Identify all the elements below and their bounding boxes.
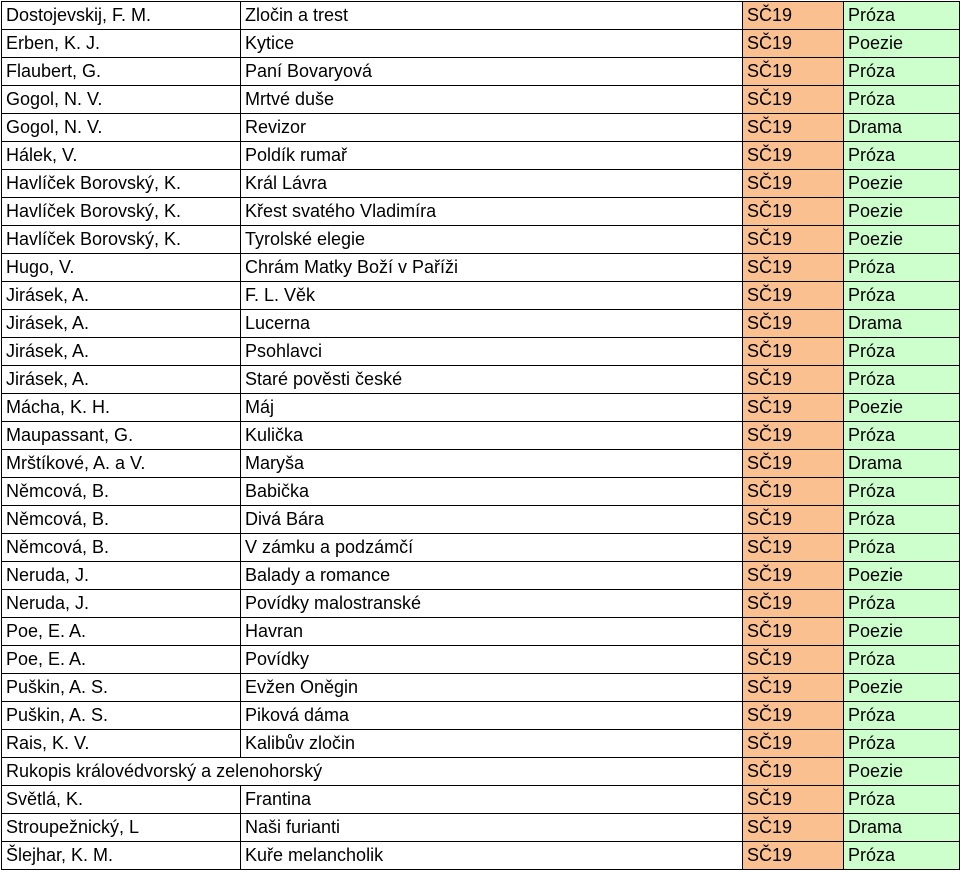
table-row bbox=[2, 30, 960, 58]
genre-cell: Próza bbox=[844, 254, 960, 282]
code-cell: SČ19 bbox=[743, 422, 844, 450]
code-cell: SČ19 bbox=[743, 646, 844, 674]
table-row bbox=[2, 674, 960, 702]
title-cell: Maryša bbox=[241, 450, 743, 478]
author-cell: Poe, E. A. bbox=[2, 618, 241, 646]
table-row bbox=[2, 478, 960, 506]
table-row bbox=[2, 226, 960, 254]
table-row bbox=[2, 702, 960, 730]
genre-cell: Poezie bbox=[844, 198, 960, 226]
author-cell: Světlá, K. bbox=[2, 786, 241, 814]
author-cell: Jirásek, A. bbox=[2, 282, 241, 310]
table-row bbox=[2, 506, 960, 534]
genre-cell: Próza bbox=[844, 142, 960, 170]
table-row bbox=[2, 450, 960, 478]
genre-cell: Próza bbox=[844, 282, 960, 310]
table-row bbox=[2, 758, 960, 786]
code-cell: SČ19 bbox=[743, 562, 844, 590]
code-cell: SČ19 bbox=[743, 758, 844, 786]
title-cell: Babička bbox=[241, 478, 743, 506]
table-row bbox=[2, 2, 960, 30]
table-row bbox=[2, 394, 960, 422]
author-cell: Stroupežnický, L bbox=[2, 814, 241, 842]
title-cell: Kulička bbox=[241, 422, 743, 450]
table-row bbox=[2, 198, 960, 226]
title-cell: Frantina bbox=[241, 786, 743, 814]
title-cell: Chrám Matky Boží v Paříži bbox=[241, 254, 743, 282]
title-cell: Kytice bbox=[241, 30, 743, 58]
genre-cell: Próza bbox=[844, 338, 960, 366]
title-cell: Máj bbox=[241, 394, 743, 422]
title-cell: Lucerna bbox=[241, 310, 743, 338]
genre-cell: Poezie bbox=[844, 170, 960, 198]
genre-cell: Próza bbox=[844, 646, 960, 674]
title-cell: Poldík rumař bbox=[241, 142, 743, 170]
author-cell: Erben, K. J. bbox=[2, 30, 241, 58]
title-cell: V zámku a podzámčí bbox=[241, 534, 743, 562]
genre-cell: Drama bbox=[844, 450, 960, 478]
code-cell: SČ19 bbox=[743, 282, 844, 310]
genre-cell: Poezie bbox=[844, 618, 960, 646]
author-cell: Hugo, V. bbox=[2, 254, 241, 282]
code-cell: SČ19 bbox=[743, 450, 844, 478]
genre-cell: Próza bbox=[844, 590, 960, 618]
code-cell: SČ19 bbox=[743, 674, 844, 702]
author-cell: Němcová, B. bbox=[2, 506, 241, 534]
author-cell: Maupassant, G. bbox=[2, 422, 241, 450]
table-row bbox=[2, 646, 960, 674]
author-cell: Jirásek, A. bbox=[2, 310, 241, 338]
genre-cell: Próza bbox=[844, 702, 960, 730]
table-row bbox=[2, 86, 960, 114]
code-cell: SČ19 bbox=[743, 338, 844, 366]
author-cell: Jirásek, A. bbox=[2, 338, 241, 366]
code-cell: SČ19 bbox=[743, 534, 844, 562]
title-cell: Havran bbox=[241, 618, 743, 646]
code-cell: SČ19 bbox=[743, 142, 844, 170]
author-cell: Poe, E. A. bbox=[2, 646, 241, 674]
code-cell: SČ19 bbox=[743, 2, 844, 30]
code-cell: SČ19 bbox=[743, 394, 844, 422]
title-cell: Revizor bbox=[241, 114, 743, 142]
title-cell: Balady a romance bbox=[241, 562, 743, 590]
reading-list-table bbox=[1, 1, 960, 870]
title-cell: Povídky bbox=[241, 646, 743, 674]
genre-cell: Poezie bbox=[844, 758, 960, 786]
author-cell: Dostojevskij, F. M. bbox=[2, 2, 241, 30]
author-cell: Havlíček Borovský, K. bbox=[2, 226, 241, 254]
code-cell: SČ19 bbox=[743, 478, 844, 506]
title-cell: Tyrolské elegie bbox=[241, 226, 743, 254]
author-cell: Neruda, J. bbox=[2, 562, 241, 590]
code-cell: SČ19 bbox=[743, 814, 844, 842]
code-cell: SČ19 bbox=[743, 86, 844, 114]
title-cell: Piková dáma bbox=[241, 702, 743, 730]
code-cell: SČ19 bbox=[743, 506, 844, 534]
genre-cell: Próza bbox=[844, 366, 960, 394]
title-cell: Král Lávra bbox=[241, 170, 743, 198]
genre-cell: Próza bbox=[844, 422, 960, 450]
author-cell: Havlíček Borovský, K. bbox=[2, 198, 241, 226]
title-cell: F. L. Věk bbox=[241, 282, 743, 310]
genre-cell: Drama bbox=[844, 310, 960, 338]
table-row bbox=[2, 786, 960, 814]
author-cell: Jirásek, A. bbox=[2, 366, 241, 394]
author-cell: Flaubert, G. bbox=[2, 58, 241, 86]
table-row bbox=[2, 562, 960, 590]
genre-cell: Próza bbox=[844, 506, 960, 534]
author-cell: Hálek, V. bbox=[2, 142, 241, 170]
genre-cell: Poezie bbox=[844, 30, 960, 58]
author-cell: Šlejhar, K. M. bbox=[2, 842, 241, 870]
code-cell: SČ19 bbox=[743, 618, 844, 646]
title-cell: Psohlavci bbox=[241, 338, 743, 366]
table-row bbox=[2, 366, 960, 394]
author-cell: Mrštíkové, A. a V. bbox=[2, 450, 241, 478]
title-cell: Kalibův zločin bbox=[241, 730, 743, 758]
author-cell: Puškin, A. S. bbox=[2, 702, 241, 730]
table-row bbox=[2, 422, 960, 450]
table-row bbox=[2, 114, 960, 142]
code-cell: SČ19 bbox=[743, 366, 844, 394]
table-row bbox=[2, 730, 960, 758]
table-row bbox=[2, 310, 960, 338]
genre-cell: Poezie bbox=[844, 562, 960, 590]
code-cell: SČ19 bbox=[743, 254, 844, 282]
author-cell: Neruda, J. bbox=[2, 590, 241, 618]
table-row bbox=[2, 590, 960, 618]
author-cell: Havlíček Borovský, K. bbox=[2, 170, 241, 198]
title-cell: Mrtvé duše bbox=[241, 86, 743, 114]
genre-cell: Drama bbox=[844, 114, 960, 142]
title-cell: Křest svatého Vladimíra bbox=[241, 198, 743, 226]
code-cell: SČ19 bbox=[743, 198, 844, 226]
code-cell: SČ19 bbox=[743, 58, 844, 86]
author-cell: Mácha, K. H. bbox=[2, 394, 241, 422]
code-cell: SČ19 bbox=[743, 786, 844, 814]
author-cell: Němcová, B. bbox=[2, 534, 241, 562]
author-title-cell: Rukopis královédvorský a zelenohorský bbox=[2, 758, 743, 786]
table-row bbox=[2, 254, 960, 282]
title-cell: Zločin a trest bbox=[241, 2, 743, 30]
code-cell: SČ19 bbox=[743, 842, 844, 870]
code-cell: SČ19 bbox=[743, 702, 844, 730]
title-cell: Divá Bára bbox=[241, 506, 743, 534]
genre-cell: Próza bbox=[844, 86, 960, 114]
genre-cell: Próza bbox=[844, 2, 960, 30]
genre-cell: Próza bbox=[844, 58, 960, 86]
table-row bbox=[2, 338, 960, 366]
table-row bbox=[2, 282, 960, 310]
genre-cell: Próza bbox=[844, 534, 960, 562]
genre-cell: Drama bbox=[844, 814, 960, 842]
genre-cell: Próza bbox=[844, 842, 960, 870]
table-row bbox=[2, 142, 960, 170]
title-cell: Evžen Oněgin bbox=[241, 674, 743, 702]
genre-cell: Poezie bbox=[844, 226, 960, 254]
genre-cell: Poezie bbox=[844, 674, 960, 702]
title-cell: Paní Bovaryová bbox=[241, 58, 743, 86]
title-cell: Kuře melancholik bbox=[241, 842, 743, 870]
table-row bbox=[2, 814, 960, 842]
code-cell: SČ19 bbox=[743, 170, 844, 198]
author-cell: Puškin, A. S. bbox=[2, 674, 241, 702]
table-row bbox=[2, 534, 960, 562]
table-row bbox=[2, 170, 960, 198]
genre-cell: Poezie bbox=[844, 394, 960, 422]
title-cell: Naši furianti bbox=[241, 814, 743, 842]
genre-cell: Próza bbox=[844, 786, 960, 814]
title-cell: Staré pověsti české bbox=[241, 366, 743, 394]
author-cell: Gogol, N. V. bbox=[2, 86, 241, 114]
table-row bbox=[2, 618, 960, 646]
code-cell: SČ19 bbox=[743, 114, 844, 142]
code-cell: SČ19 bbox=[743, 226, 844, 254]
author-cell: Rais, K. V. bbox=[2, 730, 241, 758]
reading-list-body bbox=[2, 2, 960, 870]
author-cell: Němcová, B. bbox=[2, 478, 241, 506]
table-row bbox=[2, 58, 960, 86]
author-cell: Gogol, N. V. bbox=[2, 114, 241, 142]
table-row bbox=[2, 842, 960, 870]
genre-cell: Próza bbox=[844, 730, 960, 758]
code-cell: SČ19 bbox=[743, 310, 844, 338]
genre-cell: Próza bbox=[844, 478, 960, 506]
code-cell: SČ19 bbox=[743, 590, 844, 618]
code-cell: SČ19 bbox=[743, 30, 844, 58]
title-cell: Povídky malostranské bbox=[241, 590, 743, 618]
code-cell: SČ19 bbox=[743, 730, 844, 758]
